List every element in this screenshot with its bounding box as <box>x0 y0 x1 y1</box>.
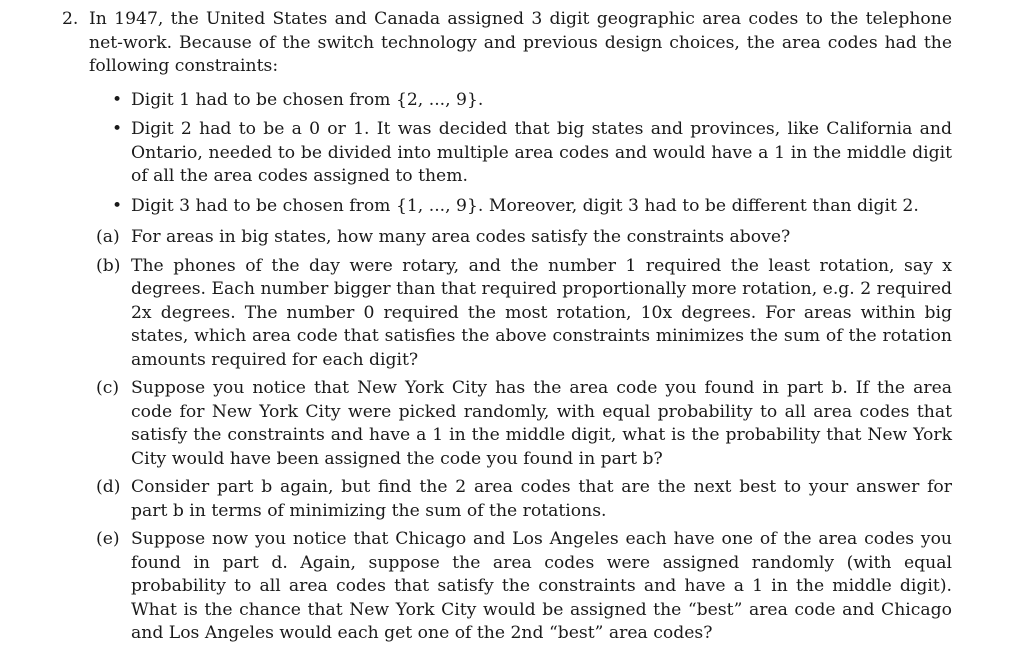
bullet-icon: • <box>112 89 123 110</box>
part-label: (e) <box>96 529 120 549</box>
problem-header <box>62 8 952 79</box>
bullet-icon: • <box>112 195 123 216</box>
part-label: (c) <box>96 378 120 398</box>
constraint-text: Digit 1 had to be chosen from {2, ..., 9}. <box>131 89 484 110</box>
constraint-item <box>62 118 952 189</box>
bullet-icon: • <box>112 119 123 139</box>
part-d <box>62 476 952 523</box>
subparts-list <box>62 226 952 646</box>
part-label: (d) <box>96 477 121 497</box>
problem-number: 2. <box>62 9 79 29</box>
problem-2 <box>62 8 952 651</box>
part-text: The phones of the day were rotary, and the number 1 required the least rotation, say x degrees. Each number bigger than that required proportionally more rotation, e.g. 2 required 2x degrees. The number 0 required the most rotation, 10x degrees. For areas within big states, which area code that satisfies the above constraints minimizes the sum of the rotation amounts required for each digit? <box>131 255 952 370</box>
problem-intro: In 1947, the United States and Canada assigned 3 digit geographic area codes to the telephone net-work. Because of the switch technology and previous design choices, the area codes had the following constraints: <box>89 9 952 76</box>
part-b <box>62 255 952 373</box>
constraint-text: Digit 3 had to be chosen from {1, ..., 9}. Moreover, digit 3 had to be different than digit 2. <box>131 195 919 216</box>
part-label: (a) <box>96 227 120 247</box>
part-text: Suppose now you notice that Chicago and Los Angeles each have one of the area codes you found in part d. Again, suppose the area codes were assigned randomly (with equal probability to all area codes that satisfy the constraints and have a 1 in the middle digit). What is the chance that New York City would be assigned the “best” area code and Chicago and Los Angeles would each get one of the 2nd “best” area codes? <box>131 529 952 643</box>
part-text: Consider part b again, but find the 2 area codes that are the next best to your answer for part b in terms of minimizing the sum of the rotations. <box>131 477 952 521</box>
constraint-item <box>62 89 952 113</box>
part-text: For areas in big states, how many area codes satisfy the constraints above? <box>131 227 791 247</box>
part-c <box>62 377 952 471</box>
part-a <box>62 226 952 250</box>
part-label: (b) <box>96 255 121 276</box>
constraint-item <box>62 195 952 219</box>
constraints-list <box>62 89 952 219</box>
part-text: Suppose you notice that New York City has the area code you found in part b. If the area code for New York City were picked randomly, with equal probability to all area codes that satisfy the constraints and have a 1 in the middle digit, what is the probability that New York City would have been assigned the code you found in part b? <box>131 378 952 469</box>
part-e <box>62 528 952 646</box>
constraint-text: Digit 2 had to be a 0 or 1. It was decided that big states and provinces, like California and Ontario, needed to be divided into multiple area codes and would have a 1 in the middle digit of all the area codes assigned to them. <box>131 119 952 186</box>
